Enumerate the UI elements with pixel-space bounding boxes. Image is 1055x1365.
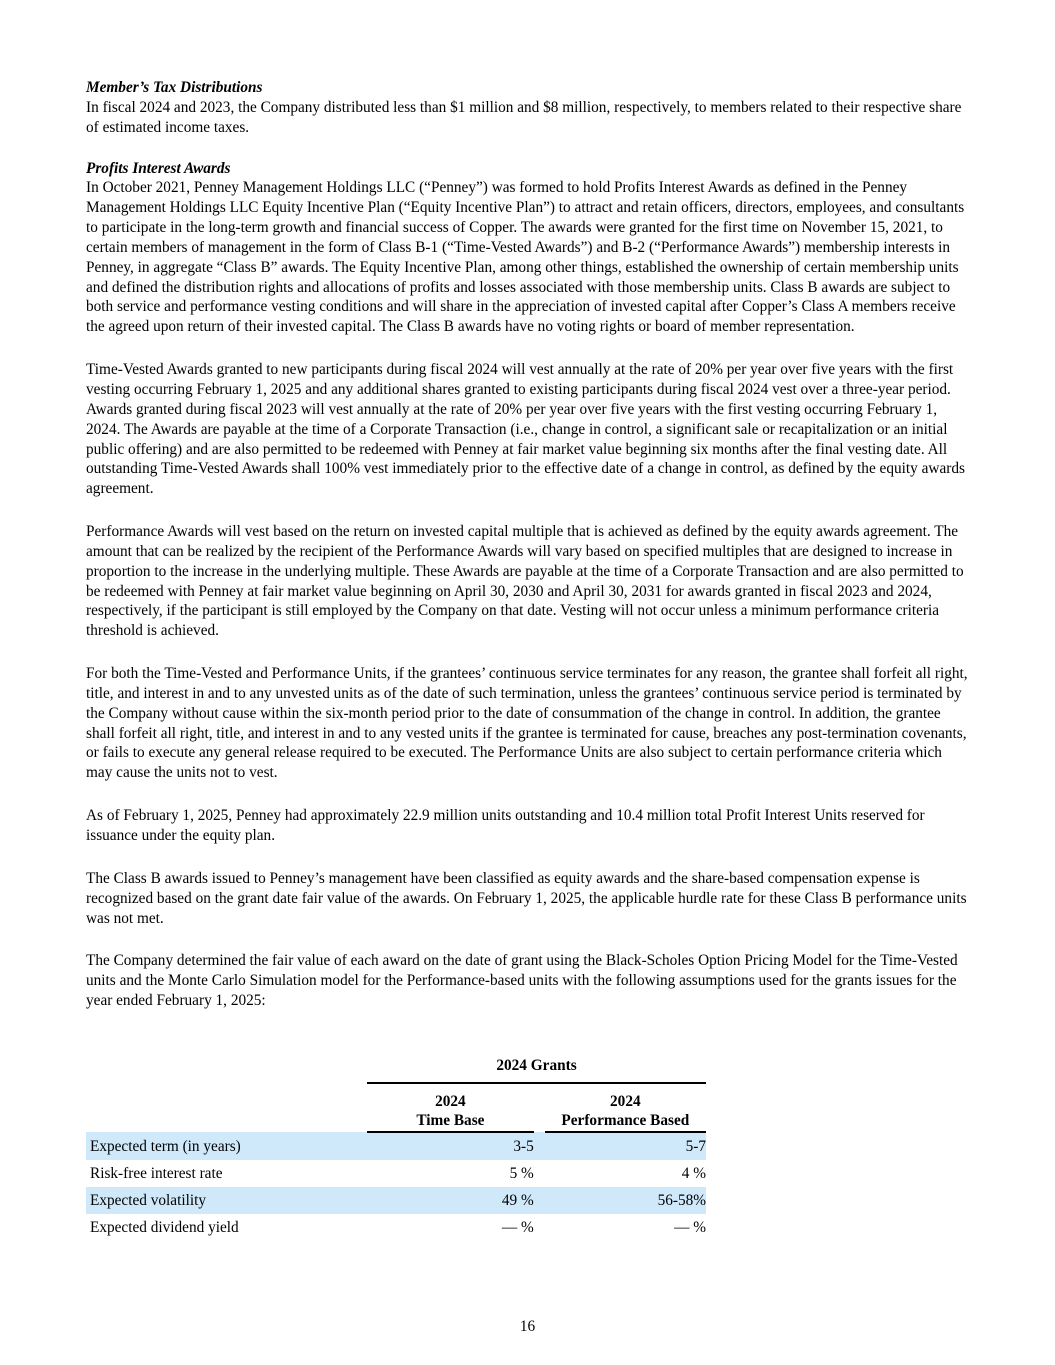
profits-interest-heading: Profits Interest Awards: [86, 159, 231, 177]
performance-based-value: 5-7: [545, 1132, 706, 1160]
page-number: 16: [519, 1318, 536, 1335]
profits-paragraph-5: As of February 1, 2025, Penney had approximately 22.9 million units outstanding and 10.4 million total Profit Interest Units reserved for issuance under the equity plan.: [86, 807, 925, 844]
row-label: Expected dividend yield: [90, 1219, 239, 1236]
performance-based-value: 4 %: [681, 1165, 706, 1182]
profits-paragraph-7: The Company determined the fair value of each award on the date of grant using the Black-Scholes Option Pricing Model for the Time-Vested units and the Monte Carlo Simulation model for the Performance-based units with the following assumptions used for the grants issues for the year ended February 1, 2025:: [86, 952, 958, 1010]
profits-paragraph-6: The Class B awards issued to Penney’s management have been classified as equity awards and the share-based compensation expense is recognized based on the grant date fair value of the awards. On February 1, 2025, the applicable hurdle rate for these Class B performance units was not met.: [86, 869, 967, 927]
performance-based-label: Performance Based: [561, 1112, 690, 1129]
row-label: Expected volatility: [86, 1187, 367, 1214]
table-row: [86, 1160, 706, 1187]
tax-distributions-heading: Member’s Tax Distributions: [86, 79, 263, 96]
time-base-year: 2024: [435, 1093, 466, 1110]
time-base-value: 49 %: [367, 1187, 534, 1214]
time-base-value: — %: [501, 1219, 534, 1236]
profits-paragraph-4: For both the Time-Vested and Performance Units, if the grantees’ continuous service terminates for any reason, the grantee shall forfeit all right, title, and interest in and to any unvested units as of the date of such termination, unless the grantees’ continuous service period is terminated by the Company without cause within the six-month period prior to the date of consummation of the change in control. In addition, the grantee shall forfeit all right, title, and interest in and to any vested units if the grantee is terminated for cause, breaches any post-termination covenants, or fails to execute any general release required to be executed. The Performance Units are also subject to certain performance criteria which may cause the units not to vest.: [86, 665, 968, 782]
performance-based-column-header: [545, 1083, 706, 1132]
document-body: [86, 78, 971, 1011]
table-group-header-row: [86, 1056, 706, 1083]
time-base-column-header: [367, 1083, 534, 1132]
time-base-value: 3-5: [367, 1132, 534, 1160]
table-row: [86, 1214, 706, 1241]
grant-assumptions-table: [86, 1056, 706, 1241]
performance-based-value: — %: [674, 1219, 706, 1236]
table-column-header-row: [86, 1083, 706, 1132]
table-row: [86, 1132, 706, 1160]
row-label: Risk-free interest rate: [90, 1165, 223, 1182]
row-label: Expected term (in years): [86, 1132, 367, 1160]
profits-paragraph-3: Performance Awards will vest based on the return on invested capital multiple that is achieved as defined by the equity awards agreement. The amount that can be realized by the recipient of the Performance Awards will vary based on specified multiples that are designed to increase in proportion to the increase in the underlying multiple. These Awards are payable at the time of a Corporate Transaction and are also permitted to be redeemed with Penney at fair market value beginning on April 30, 2030 and April 30, 2031 for awards granted in fiscal 2023 and 2024, respectively, if the participant is still employed by the Company on that date. Vesting will not occur unless a minimum performance criteria threshold is achieved.: [86, 523, 964, 640]
performance-based-value: 56-58%: [545, 1187, 706, 1214]
profits-paragraph-1: In October 2021, Penney Management Holdings LLC (“Penney”) was formed to hold Profits Interest Awards as defined in the Penney Management Holdings LLC Equity Incentive Plan (“Equity Incentive Plan”) to attract and retain officers, directors, employees, and consultants to participate in the long-term growth and financial success of Copper. The awards were granted for the first time on November 15, 2021, to certain members of management in the form of Class B-1 (“Time-Vested Awards”) and B-2 (“Performance Awards”) membership interests in Penney, in aggregate “Class B” awards. The Equity Incentive Plan, among other things, established the ownership of certain membership units and defined the distribution rights and allocations of profits and losses associated with those membership units. Class B awards are subject to both service and performance vesting conditions and will share in the appreciation of invested capital after Copper’s Class A members receive the agreed upon return of their invested capital. The Class B awards have no voting rights or board of member representation.: [86, 179, 965, 336]
tax-distributions-paragraph: In fiscal 2024 and 2023, the Company distributed less than $1 million and $8 million, respectively, to members related to their respective share of estimated income taxes.: [86, 98, 962, 136]
table-group-header: 2024 Grants: [367, 1056, 706, 1083]
profits-paragraph-2: Time-Vested Awards granted to new participants during fiscal 2024 will vest annually at the rate of 20% per year over five years with the first vesting occurring February 1, 2025 and any additional shares granted to existing participants during fiscal 2024 vest over a three-year period. Awards granted during fiscal 2023 will vest annually at the rate of 20% per year over five years with the first vesting occurring February 1, 2024. The Awards are payable at the time of a Corporate Transaction (i.e., change in control, a significant sale or recapitalization or an initial public offering) and are also permitted to be redeemed with Penney at fair market value beginning six months after the final vesting date. All outstanding Time-Vested Awards shall 100% vest immediately prior to the effective date of a change in control, as defined by the equity awards agreement.: [86, 361, 965, 498]
table-row: [86, 1187, 706, 1214]
time-base-value: 5 %: [509, 1165, 534, 1182]
performance-based-year: 2024: [610, 1093, 641, 1110]
time-base-label: Time Base: [416, 1112, 485, 1129]
